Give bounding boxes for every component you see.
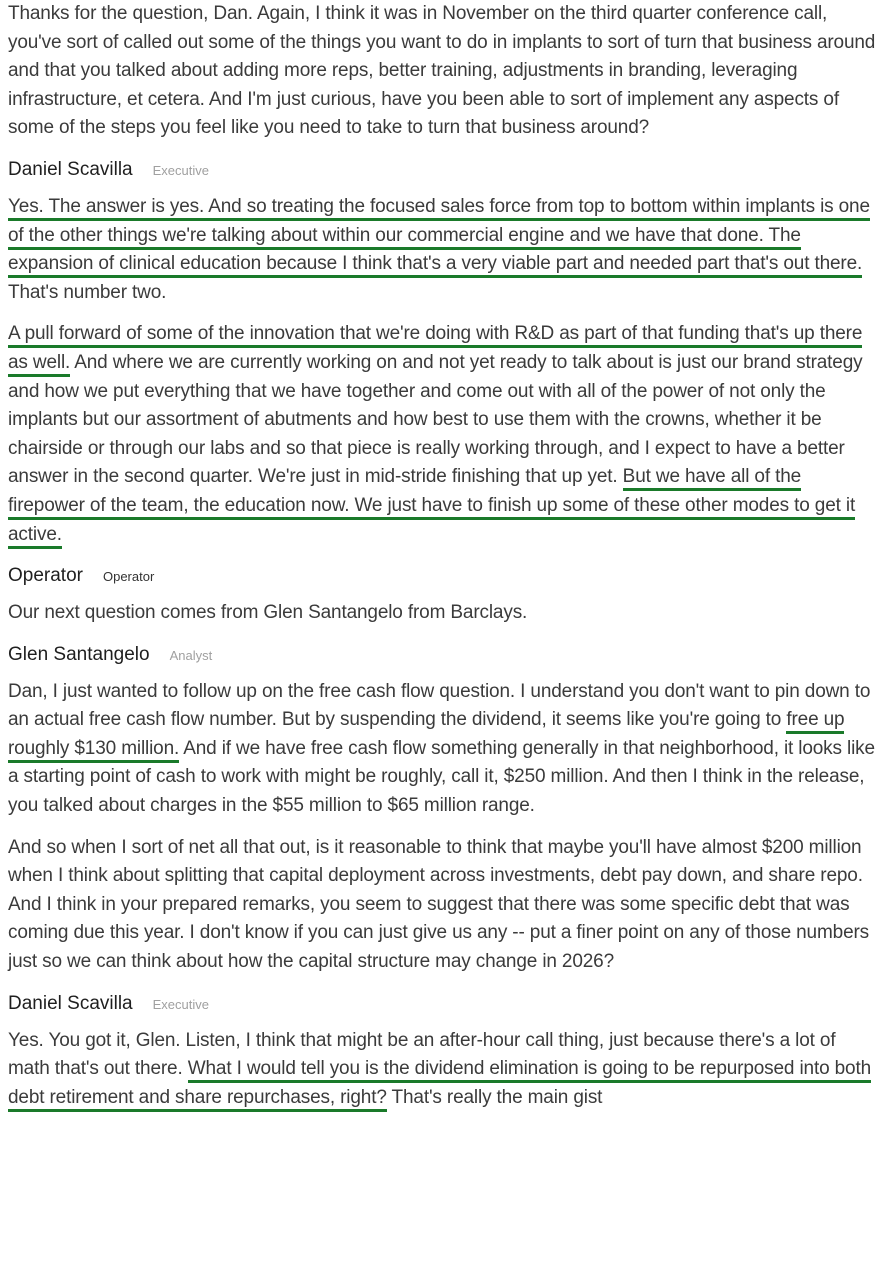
- paragraph-text: Dan, I just wanted to follow up on the free cash flow question. I understand you don't want to pin down to an actual free cash flow number. But by suspending the dividend, it seems like you're going to: [8, 680, 871, 731]
- speaker-role-badge: Executive: [152, 162, 209, 178]
- highlighted-text: But we have all of the firepower of the team, the education now. We just have to finish up some of these other modes to get it active.: [8, 466, 855, 548]
- speaker-role-badge: Operator: [102, 569, 155, 585]
- highlighted-text: free up roughly $130 million.: [8, 709, 844, 763]
- transcript-paragraph: [8, 193, 880, 307]
- transcript-paragraph: [8, 599, 880, 628]
- highlighted-text: A pull forward of some of the innovation that we're doing with R&D as part of that funding that's up there as well.: [8, 323, 862, 377]
- transcript-paragraph: [8, 678, 880, 821]
- highlighted-text: Yes. The answer is yes. And so treating the focused sales force from top to bottom within implants is one of the other things we're talking about within our commercial engine and we have that done. The expansion of clinical education because I think that's a very viable part and needed part that's out there.: [8, 196, 870, 278]
- speaker-name: Daniel Scavilla: [8, 992, 133, 1014]
- speaker-name: Operator: [8, 565, 83, 587]
- highlighted-text: What I would tell you is the dividend elimination is going to be repurposed into both debt retirement and share repurchases, right?: [8, 1058, 871, 1112]
- paragraph-text: That's really the main gist: [386, 1086, 603, 1108]
- transcript-paragraph: [8, 0, 880, 143]
- speaker-role-badge: Executive: [152, 996, 209, 1012]
- paragraph-text: Thanks for the question, Dan. Again, I think it was in November on the third quarter conference call, you've sort of called out some of the things you want to do in implants to sort of turn that business around and that you talked about adding more reps, better training, adjustments in branding, leveraging infrastructure, et cetera. And I'm just curious, have you been able to sort of implement any aspects of some of the steps you feel like you need to take to turn that business around?: [8, 3, 876, 139]
- transcript-paragraph: [8, 834, 880, 977]
- speaker-header: [8, 156, 880, 184]
- paragraph-text: That's number two.: [8, 281, 167, 303]
- transcript-paragraph: [8, 1027, 880, 1113]
- speaker-header: [8, 641, 880, 669]
- transcript-paragraph: [8, 320, 880, 549]
- speaker-header: [8, 990, 880, 1018]
- speaker-role-badge: Analyst: [169, 647, 213, 663]
- paragraph-text: And if we have free cash flow something generally in that neighborhood, it looks like a starting point of cash to work with might be roughly, call it, $250 million. And then I think in the release, you talked about charges in the $55 million to $65 million range.: [8, 737, 875, 817]
- paragraph-text: And so when I sort of net all that out, is it reasonable to think that maybe you'll have almost $200 million when I think about splitting that capital deployment across investments, debt pay down, and share repo. And I think in your prepared remarks, you seem to suggest that there was some specific debt that was coming due this year. I don't know if you can just give us any -- put a finer point on any of those numbers just so we can think about how the capital structure may change in 2026?: [8, 836, 870, 973]
- paragraph-text: And where we are currently working on and not yet ready to talk about is just our brand strategy and how we put everything that we have together and come out with all of the power of not only the implants but our assortment of abutments and how best to use them with the crowns, whether it be chairside or through our labs and so that piece is really working through, and I expect to have a better answer in the second quarter. We're just in mid-stride finishing that up yet.: [8, 351, 863, 488]
- paragraph-text: Yes. You got it, Glen. Listen, I think that might be an after-hour call thing, just because there's a lot of math that's out there.: [8, 1029, 836, 1080]
- speaker-header: [8, 562, 880, 590]
- speaker-name: Glen Santangelo: [8, 643, 150, 665]
- paragraph-text: Our next question comes from Glen Santangelo from Barclays.: [8, 602, 528, 624]
- speaker-name: Daniel Scavilla: [8, 158, 133, 180]
